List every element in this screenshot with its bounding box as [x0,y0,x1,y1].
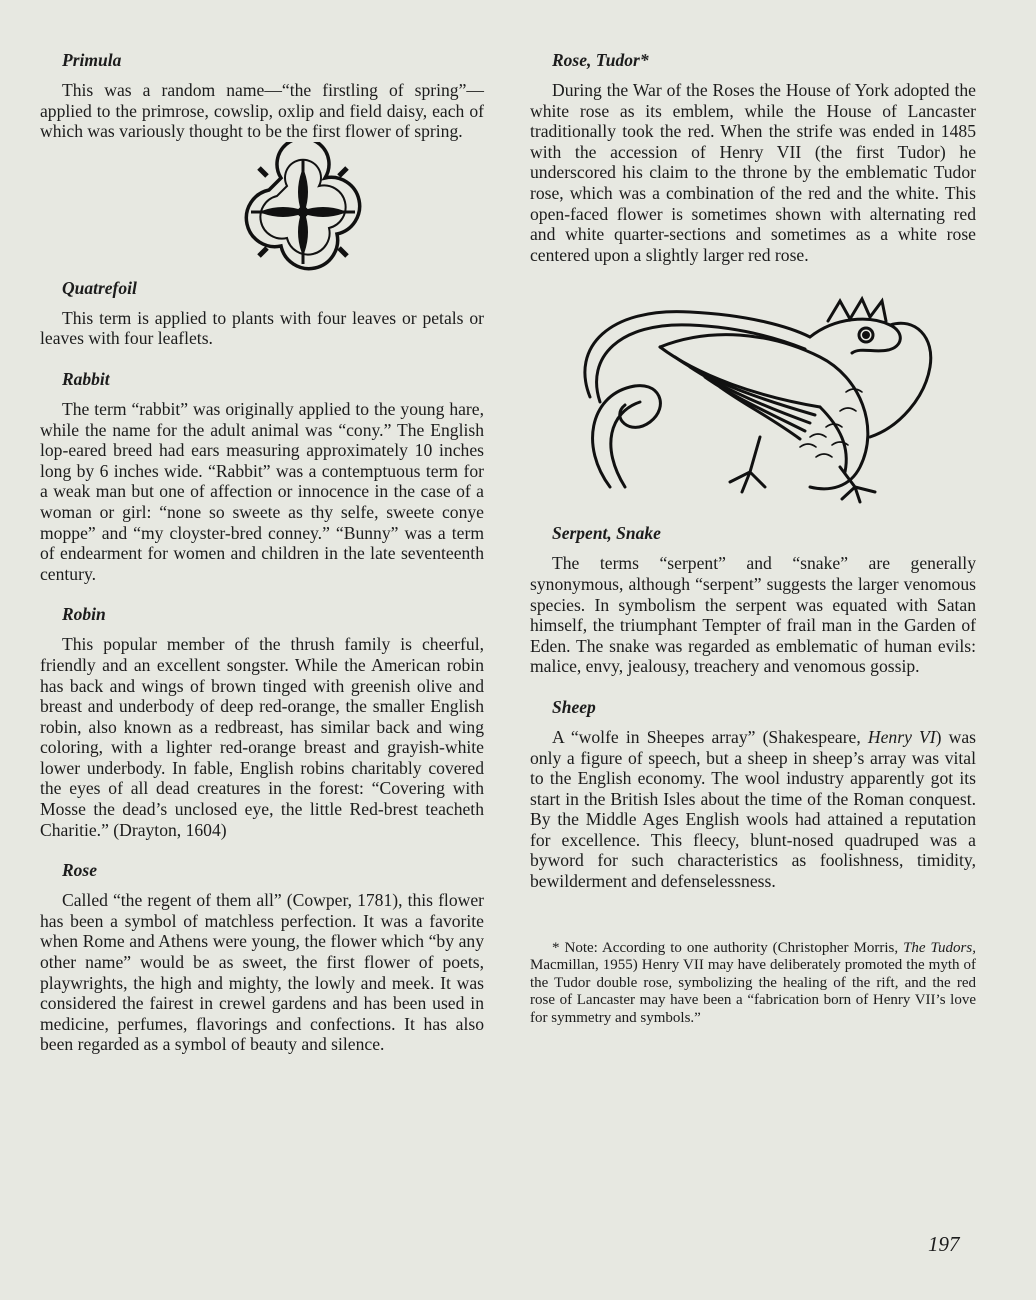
serpent-illustration [570,287,940,507]
entry-text-rabbit: The term “rabbit” was originally applied to the young hare, while the name for the adult animal was “cony.” The English lop-eared breed had ears measuring approximately 10 inches long by 6 inches wide. “Rabbit” was a contemptuous term for a weak man but one of affection or innocence in the case of a woman or girl: “none so sweete as thy selfe, sweete conye moppe” and “my cloyster-bred conney.” “Bunny” was a term of endearment for women and children in the late seventeenth century. [40,398,484,584]
entry-text-primula: This was a random name—“the firstling of spring”—applied to the primrose, cowslip, oxlip and field daisy, each of which was variously thought to be the first flower of spring. [40,80,484,142]
entry-term-sheep: Sheep [552,696,596,717]
entry-text-serpent-snake: The terms “serpent” and “snake” are generally synonymous, although “serpent” suggests the larger venomous species. In symbolism the serpent was equated with Satan himself, the triumphant Tempter of frail man in the Garden of Eden. The snake was regarded as emblematic of human evils: malice, envy, jealousy, treachery and venomous gossip. [530,553,976,677]
sheep-text-before: A “wolfe in Sheepes array” (Shakespeare, [552,726,868,747]
sheep-text-after: ) was only a figure of speech, but a sheep in sheep’s array was vital to the English economy. The wool industry apparently got its start in the British Isles about the time of the Roman conquest. By the Middle Ages English wools had attained a reputation for excellence. This fleecy, blunt-nosed quadruped was a byword for such characteristics as foolishness, timidity, bewilderment and defenselessness. [530,726,976,892]
right-column [530,48,976,1028]
entry-term-robin: Robin [62,604,106,625]
entry-text-rose: Called “the regent of them all” (Cowper, 1781), this flower has been a symbol of matchless perfection. It was a favorite when Rome and Athens were young, the flower which “by any other name” would be as sweet, the first flower of poets, playwrights, the high and mighty, the lowly and meek. It was considered the fairest in crewel gardens and has been used in medicine, perfumes, flavorings and confections. It has also been regarded as a symbol of beauty and silence. [40,890,484,1055]
entry-term-rabbit: Rabbit [62,368,110,389]
entry-text-quatrefoil: This term is applied to plants with four leaves or petals or leaves with four leaflets. [40,307,484,349]
footnote-italic: The Tudors, [903,939,976,956]
entry-term-serpent-snake: Serpent, Snake [552,523,661,544]
sheep-text-italic: Henry VI [867,726,936,747]
entry-text-sheep [530,727,976,892]
entry-term-rose-tudor: Rose, Tudor* [552,50,649,70]
quatrefoil-icon [246,142,359,269]
entry-text-robin: This popular member of the thrush family is cheerful, friendly and an excellent songster. While the American robin has back and wings of brown tinged with greenish olive and breast and underbody of deep red-orange, the smaller English robin, also known as a redbreast, has similar back and wing coloring, with a lighter red-orange breast and grayish-white lower underbody. In fable, English robins charitably covered the eyes of all dead creatures in the forest: “Covering with Mosse the dead’s unclosed eye, the little Red-brest teacheth Charitie.” (Drayton, 1604) [40,634,484,840]
quatrefoil-illustration [238,142,368,282]
entry-term-rose: Rose [62,860,97,881]
footnote [530,940,976,1028]
footnote-before: * Note: According to one authority (Christopher Morris, [552,939,904,956]
serpent-icon [585,299,931,502]
entry-term-quatrefoil: Quatrefoil [62,277,137,298]
page-number: 197 [928,1232,960,1256]
entry-text-rose-tudor: During the War of the Roses the House of York adopted the white rose as its emblem, while the House of Lancaster traditionally took the red. When the strife was ended in 1485 with the accession of Henry VII (the first Tudor) he underscored his claim to the throne by the emblematic Tudor rose, which was a combination of the red and the white. This open-faced flower is sometimes shown with alternating red and white quarter-sections and sometimes as a white rose centered upon a slightly larger red rose. [530,80,976,265]
footnote-after: Macmillan, 1955) Henry VII may have deliberately promoted the myth of the Tudor double rose, symbolizing the healing of the rift, and the red rose of Lancaster may have been a “fabrication born of Henry VII’s love for symmetry and symbols.” [530,957,976,1027]
left-column [40,48,484,1055]
entry-term-primula: Primula [62,50,122,70]
